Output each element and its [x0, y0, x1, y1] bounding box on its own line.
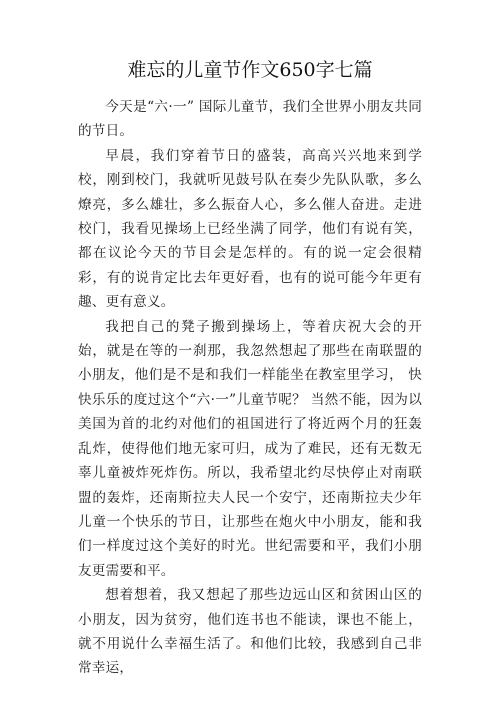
paragraph-4: 想着想着，我又想起了那些边远山区和贫困山区的小朋友，因为贫穷，他们连书也不能读，课也不能上，就不用说什么幸福生活了。和他们比较，我感到自己非常幸运，: [78, 587, 422, 677]
paragraph-1: 今天是“六·一” 国际儿童节，我们全世界小朋友共同的节日。: [78, 99, 422, 140]
document-title: 难忘的儿童节作文650字七篇: [127, 59, 373, 81]
paragraph-3: 我把自己的凳子搬到操场上，等着庆祝大会的开始，就是在等的一刹那，我忽然想起了那些在南联盟的小朋友，他们是不是和我们一样能坐在教室里学习， 快快乐乐的度过这个“六·一”儿童节呢？ 当然不能，因为以美国为首的北约对他们的祖国进行了将近两个月的狂轰乱炸，使得他们地无家可归，成为了难民，还有无数无辜儿童被炸死炸伤。所以，我希望北约尽快停止对南联盟的轰炸，还南斯拉夫人民一个安宁，还南斯拉夫少年儿童一个快乐的节日，让那些在炮火中小朋友，能和我们一样度过这个美好的时光。世纪需要和平，我们小朋友更需要和平。: [78, 318, 422, 579]
document-body: [78, 95, 422, 681]
paragraph-2: 早晨，我们穿着节日的盛装，高高兴兴地来到学校，刚到校门，我就听见鼓号队在奏少先队队歌，多么燎亮，多么雄壮，多么振奋人心，多么催人奋进。走进校门，我看见操场上已经坐满了同学，他们有说有笑，都在议论今天的节目会是怎样的。有的说一定会很精彩，有的说肯定比去年更好看，也有的说可能今年更有趣、更有意义。: [78, 147, 422, 311]
